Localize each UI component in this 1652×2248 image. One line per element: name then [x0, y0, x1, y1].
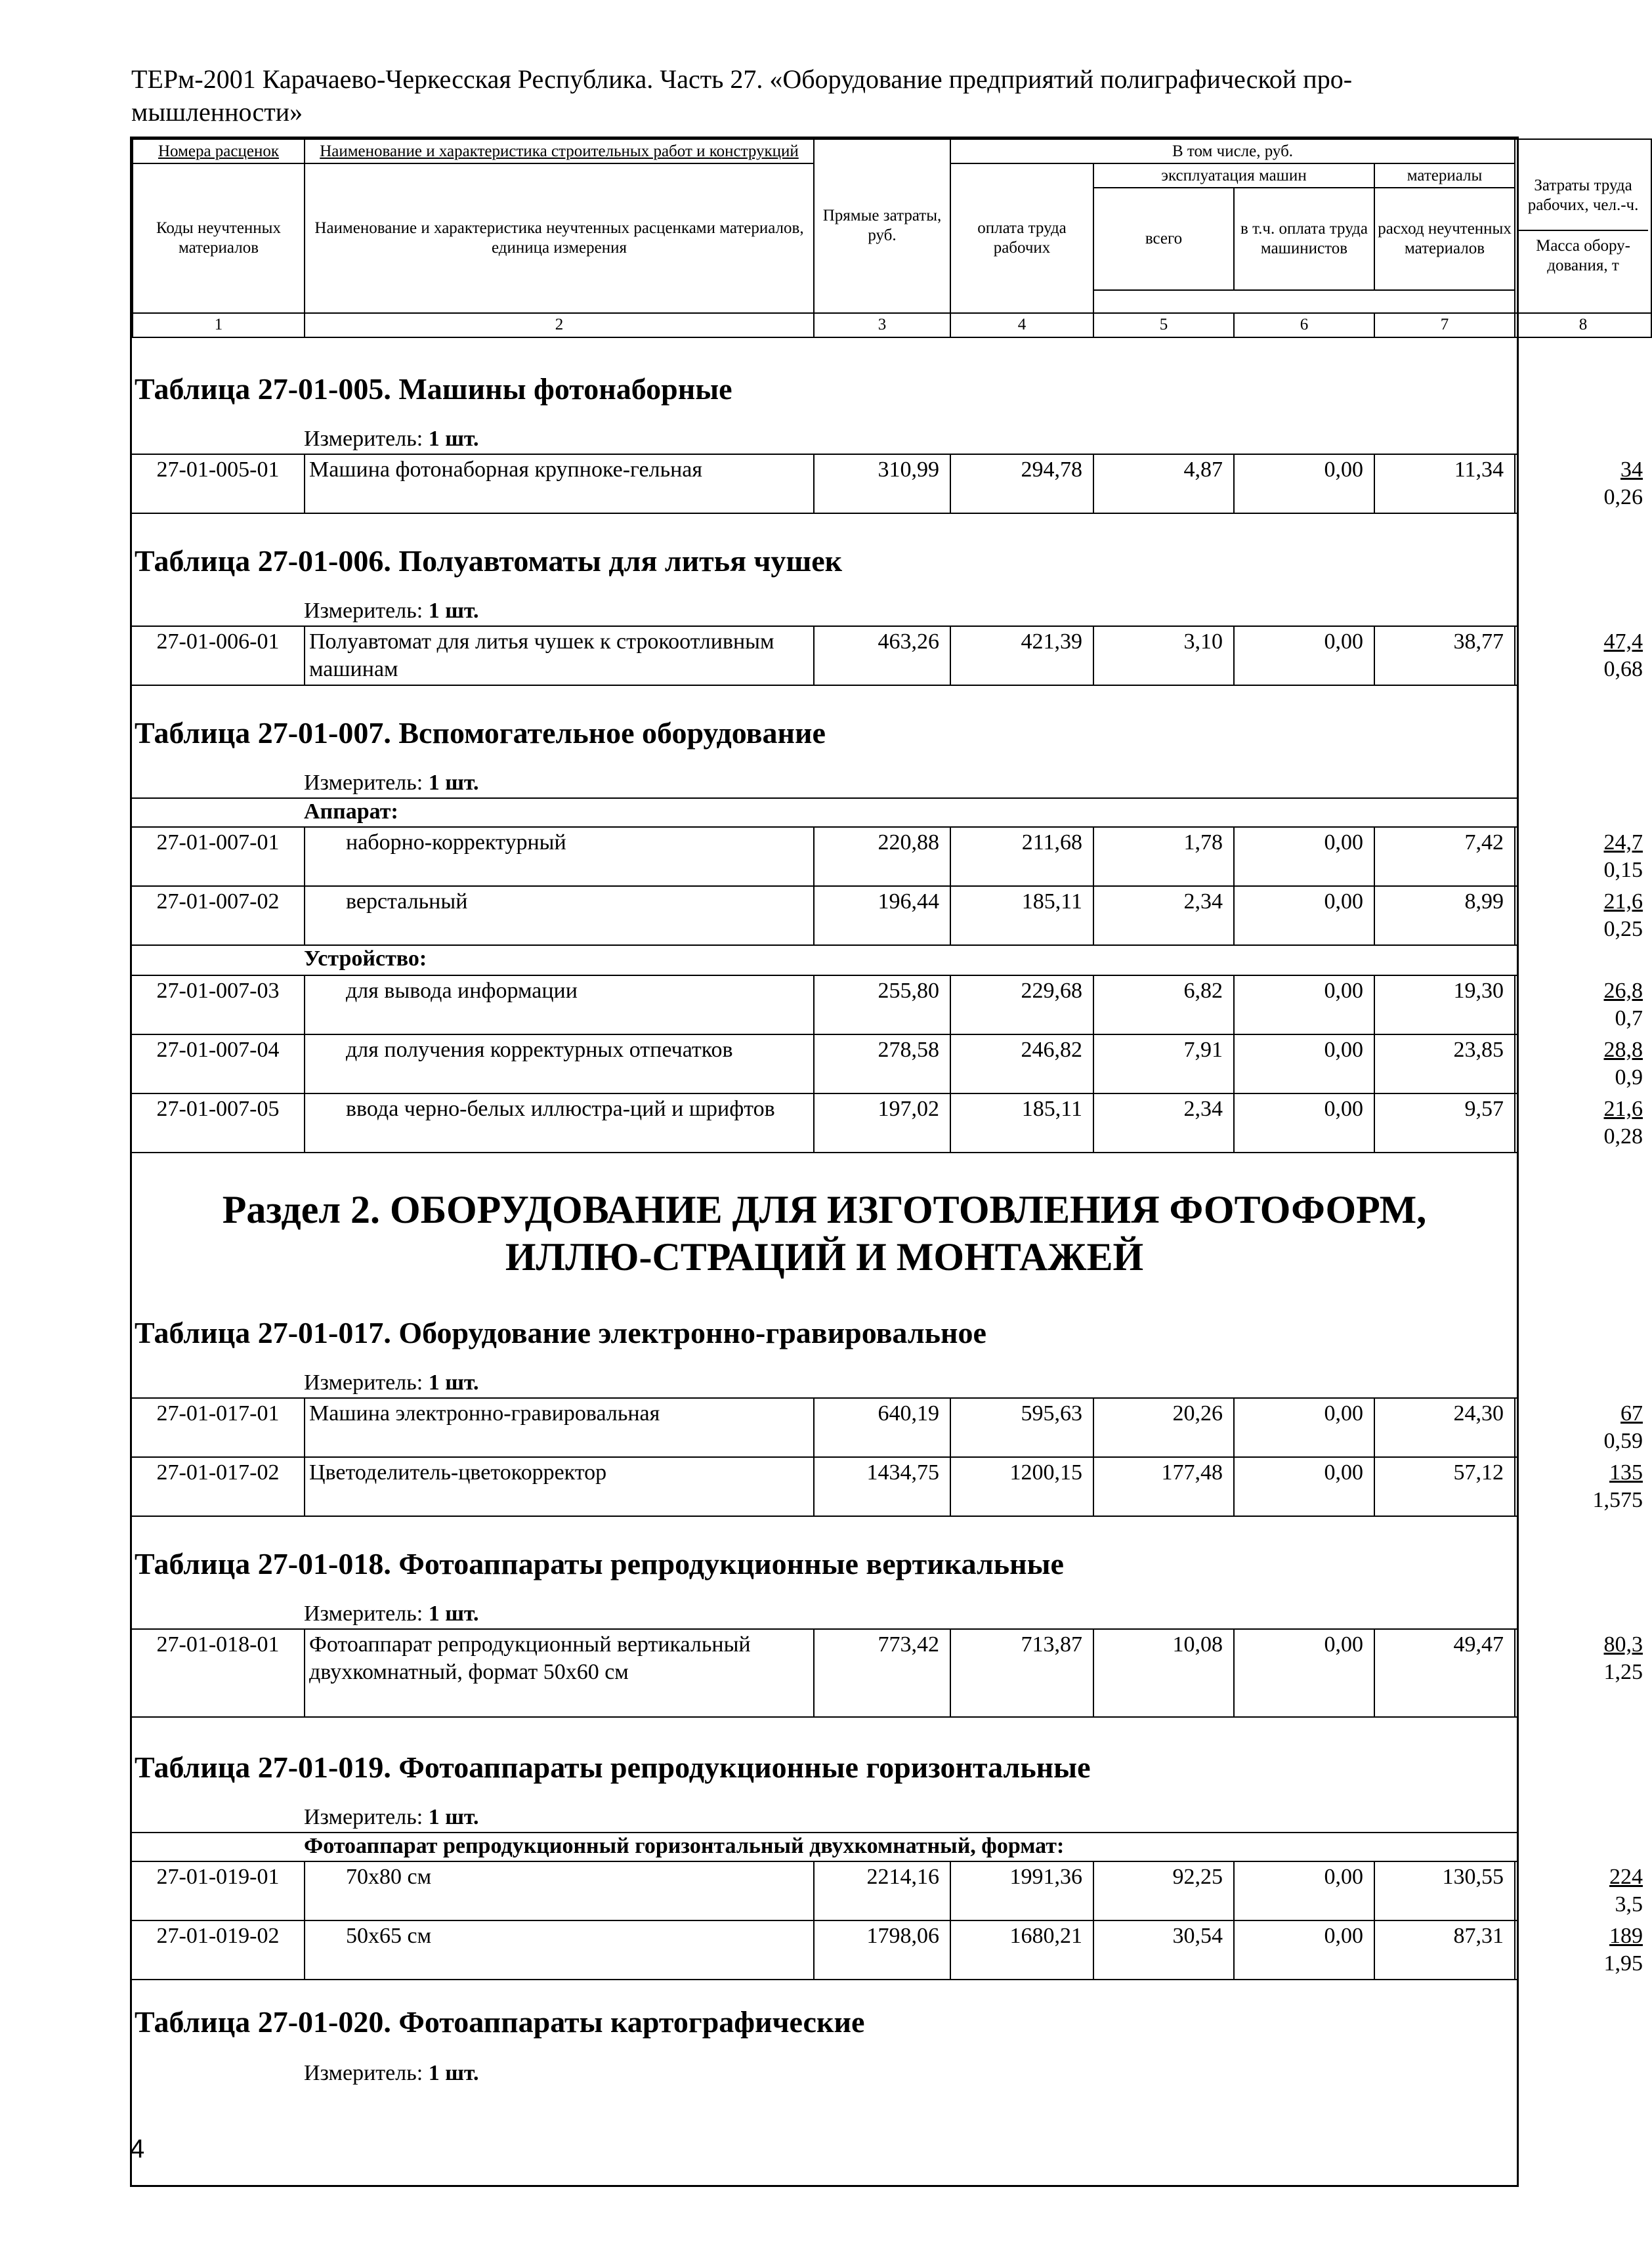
col3-header: Прямые затраты, руб.: [814, 139, 950, 313]
col1-top-header: Номера расценок: [133, 139, 305, 163]
col4-header: оплата труда рабочих: [950, 163, 1093, 313]
measure-019: Измеритель: 1 шт.: [304, 1805, 479, 1829]
col6-header: в т.ч. оплата труда машинистов: [1234, 188, 1374, 289]
measure-017: Измеритель: 1 шт.: [304, 1370, 479, 1395]
table-row: 27-01-017-02 Цветоделитель-цветокорректор 1434,75 1200,15 177,48 0,00 57,12 135 1,575: [132, 1456, 1517, 1516]
subheading-device: Устройство:: [132, 944, 1517, 975]
measure-007: Измеритель: 1 шт.: [304, 771, 479, 795]
table-row: 27-01-006-01 Полуавтомат для литья чушек к строкоотливным машинам 463,26 421,39 3,10 0,00 38,77 47,4 0,68: [132, 626, 1517, 685]
col-number-8: 8: [1515, 313, 1651, 337]
col-number-3: 3: [814, 313, 950, 337]
measure-006: Измеритель: 1 шт.: [304, 599, 479, 623]
table-row: 27-01-007-03 для вывода информации 255,80 229,68 6,82 0,00 19,30 26,8 0,7: [132, 975, 1517, 1034]
table-row: 27-01-007-02 верстальный 196,44 185,11 2,34 0,00 8,99 21,6 0,25: [132, 885, 1517, 944]
col5-header: всего: [1093, 188, 1234, 289]
materials-group-header: материалы: [1374, 163, 1515, 188]
including-group-header: В том числе, руб.: [950, 139, 1515, 163]
table-row: 27-01-017-01 Машина электронно-гравировальная 640,19 595,63 20,26 0,00 24,30 67 0,59: [132, 1397, 1517, 1456]
measure-005: Измеритель: 1 шт.: [304, 427, 479, 451]
rates-table-frame: [130, 137, 1643, 2187]
col-number-6: 6: [1234, 313, 1374, 337]
table-row: 27-01-005-01 Машина фотонаборная крупноке-гельная 310,99 294,78 4,87 0,00 11,34 34 0,26: [132, 454, 1517, 513]
subheading-apparatus: Аппарат:: [132, 797, 1517, 826]
col7-header: расход неучтенных материалов: [1374, 188, 1515, 289]
table-title-007: Таблица 27-01-007. Вспомогательное оборудование: [135, 716, 826, 750]
measure-020: Измеритель: 1 шт.: [304, 2061, 479, 2085]
table-row: 27-01-007-01 наборно-корректурный 220,88 211,68 1,78 0,00 7,42 24,7 0,15: [132, 826, 1517, 885]
table-row: 27-01-007-04 для получения корректурных отпечатков 278,58 246,82 7,91 0,00 23,85 28,8 0,9: [132, 1034, 1517, 1093]
table-row: 27-01-007-05 ввода черно-белых иллюстра-ций и шрифтов 197,02 185,11 2,34 0,00 9,57 21,6 0,28: [132, 1093, 1517, 1152]
col1-bottom-header: Коды неучтенных материалов: [133, 163, 305, 313]
column-header-table: [132, 138, 1652, 338]
measure-018: Измеритель: 1 шт.: [304, 1601, 479, 1626]
col8-header: Затраты труда рабочих, чел.-ч. Масса обору-дования, т: [1515, 139, 1651, 313]
table-title-005: Таблица 27-01-005. Машины фотонаборные: [135, 372, 732, 406]
table-title-020: Таблица 27-01-020. Фотоаппараты картографические: [135, 2005, 865, 2039]
col-number-7: 7: [1374, 313, 1515, 337]
col2-top-header: Наименование и характеристика строительных работ и конструкций: [305, 139, 814, 163]
table-title-017: Таблица 27-01-017. Оборудование электронно-гравировальное: [135, 1316, 986, 1349]
document-header: ТЕРм-2001 Карачаево-Черкесская Республика. Часть 27. «Оборудование предприятий полиграфической про-мышленности»: [131, 64, 1353, 127]
table-row: 27-01-018-01 Фотоаппарат репродукционный вертикальный двухкомнатный, формат 50х60 см 773,42 713,87 10,08 0,00 49,47 80,3 1,25: [132, 1628, 1517, 1716]
table-title-006: Таблица 27-01-006. Полуавтоматы для литья чушек: [135, 544, 843, 578]
table-title-019: Таблица 27-01-019. Фотоаппараты репродукционные горизонтальные: [135, 1750, 1091, 1784]
page-number: 4: [130, 2134, 145, 2163]
col-number-1: 1: [133, 313, 305, 337]
table-title-018: Таблица 27-01-018. Фотоаппараты репродукционные вертикальные: [135, 1547, 1064, 1580]
col2-bottom-header: Наименование и характеристика неучтенных расценками материалов, единица измерения: [305, 163, 814, 313]
subheading-horizontal-camera: Фотоаппарат репродукционный горизонтальный двухкомнатный, формат:: [132, 1832, 1517, 1861]
col-number-2: 2: [305, 313, 814, 337]
col-number-4: 4: [950, 313, 1093, 337]
table-row: 27-01-019-01 70х80 см 2214,16 1991,36 92,25 0,00 130,55 224 3,5: [132, 1861, 1517, 1920]
machines-group-header: эксплуатация машин: [1093, 163, 1374, 188]
col-number-5: 5: [1093, 313, 1234, 337]
table-row: 27-01-019-02 50х65 см 1798,06 1680,21 30,54 0,00 87,31 189 1,95: [132, 1920, 1517, 1979]
section-title: Раздел 2. ОБОРУДОВАНИЕ ДЛЯ ИЗГОТОВЛЕНИЯ ФОТОФОРМ, ИЛЛЮ-СТРАЦИЙ И МОНТАЖЕЙ: [222, 1188, 1427, 1279]
